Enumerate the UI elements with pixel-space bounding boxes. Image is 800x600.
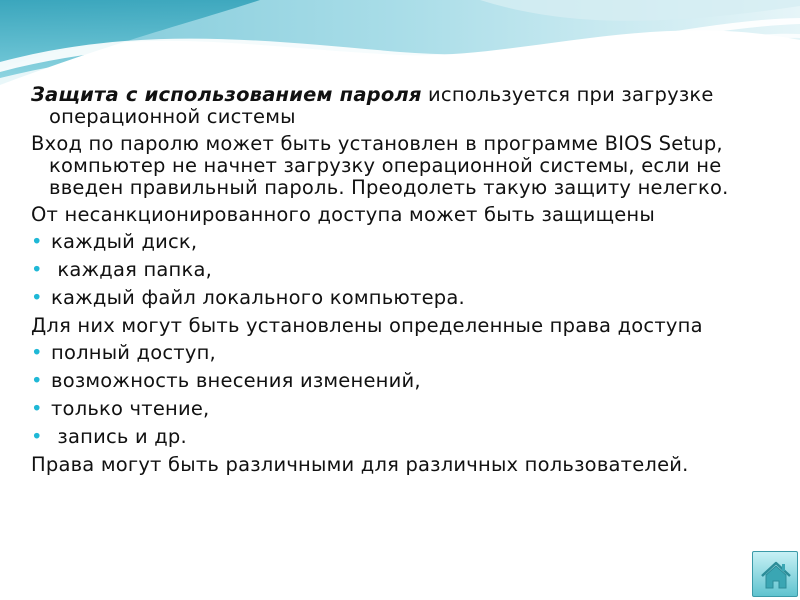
list-item-text: каждый диск, [51, 230, 198, 253]
paragraph-unauthorized-access: От несанкционированного доступа может быть защищены [31, 203, 655, 226]
list-item-text: каждая папка, [51, 258, 213, 281]
list-item [31, 342, 791, 364]
list-item-text: запись и др. [51, 425, 187, 448]
home-icon [753, 552, 799, 598]
home-button[interactable] [752, 551, 798, 597]
bullet-icon: • [31, 425, 43, 448]
paragraph-password-protection [31, 84, 791, 128]
paragraph-different-users: Права могут быть различными для различных пользователей. [31, 453, 689, 476]
paragraph-access-rights: Для них могут быть установлены определенные права доступа [31, 314, 703, 337]
list-item [31, 398, 791, 420]
list-item-text: каждый файл локального компьютера. [51, 286, 465, 309]
list-item [31, 370, 791, 392]
bold-lead: Защита с использованием пароля [31, 83, 422, 106]
bullet-icon: • [31, 230, 43, 253]
list-item [31, 259, 791, 281]
list-item-text: только чтение, [51, 397, 210, 420]
slide-body [31, 84, 791, 481]
list-item [31, 426, 791, 448]
bullet-icon: • [31, 369, 43, 392]
paragraph-text: используется при загрузке операционной системы [49, 83, 714, 128]
bullet-icon: • [31, 286, 43, 309]
list-item [31, 287, 791, 309]
list-item-text: полный доступ, [51, 341, 216, 364]
list-item [31, 231, 791, 253]
paragraph-bios: Вход по паролю может быть установлен в программе BIOS Setup, компьютер не начнет загрузку операционной системы, если не введен правильный пароль. Преодолеть такую защиту нелегко. [31, 132, 729, 199]
bullet-icon: • [31, 397, 43, 420]
list-item-text: возможность внесения изменений, [51, 369, 421, 392]
bullet-icon: • [31, 341, 43, 364]
bullet-icon: • [31, 258, 43, 281]
